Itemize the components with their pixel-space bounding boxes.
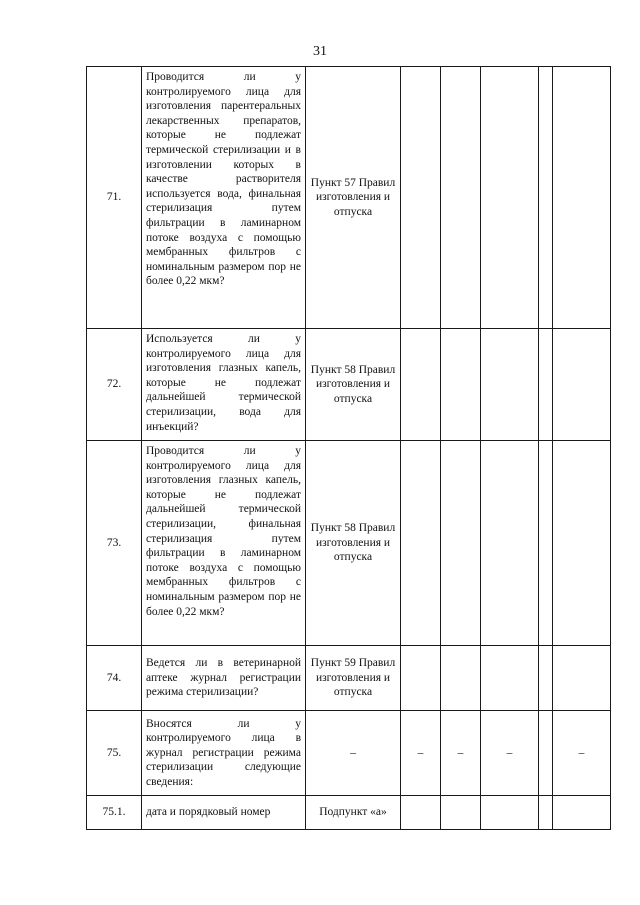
requirement-question: дата и порядковый номер bbox=[142, 796, 306, 830]
answer-na-cell[interactable]: – bbox=[481, 711, 539, 796]
answer-na-cell[interactable] bbox=[481, 646, 539, 711]
answer-extra-cell[interactable] bbox=[539, 711, 553, 796]
answer-yes-cell[interactable] bbox=[401, 646, 441, 711]
answer-no-cell[interactable]: – bbox=[441, 711, 481, 796]
answer-na-cell[interactable] bbox=[481, 441, 539, 646]
answer-na-cell[interactable] bbox=[481, 796, 539, 830]
answer-yes-cell[interactable] bbox=[401, 441, 441, 646]
answer-no-cell[interactable] bbox=[441, 441, 481, 646]
legal-reference: – bbox=[306, 711, 401, 796]
table-row bbox=[87, 711, 611, 796]
legal-reference: Пункт 57 Правил изготовления и отпуска bbox=[306, 67, 401, 329]
note-cell[interactable] bbox=[553, 67, 611, 329]
requirement-question: Проводится ли у контролируемого лица для изготовления глазных капель, которые не подлежат дальнейшей термической стерилизации, финальная стерилизация путем фильтрации в ламинарном потоке воздуха с помощью мембранных фильтров с номинальным размером пор не более 0,22 мкм? bbox=[142, 441, 306, 646]
row-number: 72. bbox=[87, 329, 142, 441]
answer-no-cell[interactable] bbox=[441, 329, 481, 441]
row-number: 73. bbox=[87, 441, 142, 646]
answer-yes-cell[interactable] bbox=[401, 329, 441, 441]
requirement-question: Используется ли у контролируемого лица для изготовления глазных капель, которые не подлежат дальнейшей термической стерилизации, вода для инъекций? bbox=[142, 329, 306, 441]
requirement-question: Ведется ли в ветеринарной аптеке журнал регистрации режима стерилизации? bbox=[142, 646, 306, 711]
answer-no-cell[interactable] bbox=[441, 796, 481, 830]
row-number: 71. bbox=[87, 67, 142, 329]
table-row bbox=[87, 646, 611, 711]
answer-extra-cell[interactable] bbox=[539, 646, 553, 711]
row-number: 75.1. bbox=[87, 796, 142, 830]
requirement-question: Проводится ли у контролируемого лица для изготовления парентеральных лекарственных препаратов, которые не подлежат термической стерилизации и в изготовлении которых в качестве растворителя используется вода, финальная стерилизация путем фильтрации в ламинарном потоке воздуха с помощью мембранных фильтров с номинальным размером пор не более 0,22 мкм? bbox=[142, 67, 306, 329]
note-cell[interactable] bbox=[553, 646, 611, 711]
legal-reference: Пункт 58 Правил изготовления и отпуска bbox=[306, 441, 401, 646]
answer-na-cell[interactable] bbox=[481, 67, 539, 329]
note-cell[interactable]: – bbox=[553, 711, 611, 796]
answer-extra-cell[interactable] bbox=[539, 796, 553, 830]
answer-na-cell[interactable] bbox=[481, 329, 539, 441]
table-row bbox=[87, 67, 611, 329]
legal-reference: Пункт 59 Правил изготовления и отпуска bbox=[306, 646, 401, 711]
answer-yes-cell[interactable] bbox=[401, 796, 441, 830]
answer-extra-cell[interactable] bbox=[539, 67, 553, 329]
note-cell[interactable] bbox=[553, 441, 611, 646]
checklist-table bbox=[86, 66, 611, 830]
answer-extra-cell[interactable] bbox=[539, 441, 553, 646]
table-row bbox=[87, 796, 611, 830]
table-row bbox=[87, 441, 611, 646]
answer-yes-cell[interactable] bbox=[401, 67, 441, 329]
legal-reference: Подпункт «а» bbox=[306, 796, 401, 830]
answer-yes-cell[interactable]: – bbox=[401, 711, 441, 796]
legal-reference: Пункт 58 Правил изготовления и отпуска bbox=[306, 329, 401, 441]
answer-extra-cell[interactable] bbox=[539, 329, 553, 441]
requirement-question: Вносятся ли у контролируемого лица в журнал регистрации режима стерилизации следующие сведения: bbox=[142, 711, 306, 796]
note-cell[interactable] bbox=[553, 329, 611, 441]
answer-no-cell[interactable] bbox=[441, 67, 481, 329]
answer-no-cell[interactable] bbox=[441, 646, 481, 711]
note-cell[interactable] bbox=[553, 796, 611, 830]
page-number: 31 bbox=[313, 44, 327, 59]
row-number: 74. bbox=[87, 646, 142, 711]
row-number: 75. bbox=[87, 711, 142, 796]
table-row bbox=[87, 329, 611, 441]
